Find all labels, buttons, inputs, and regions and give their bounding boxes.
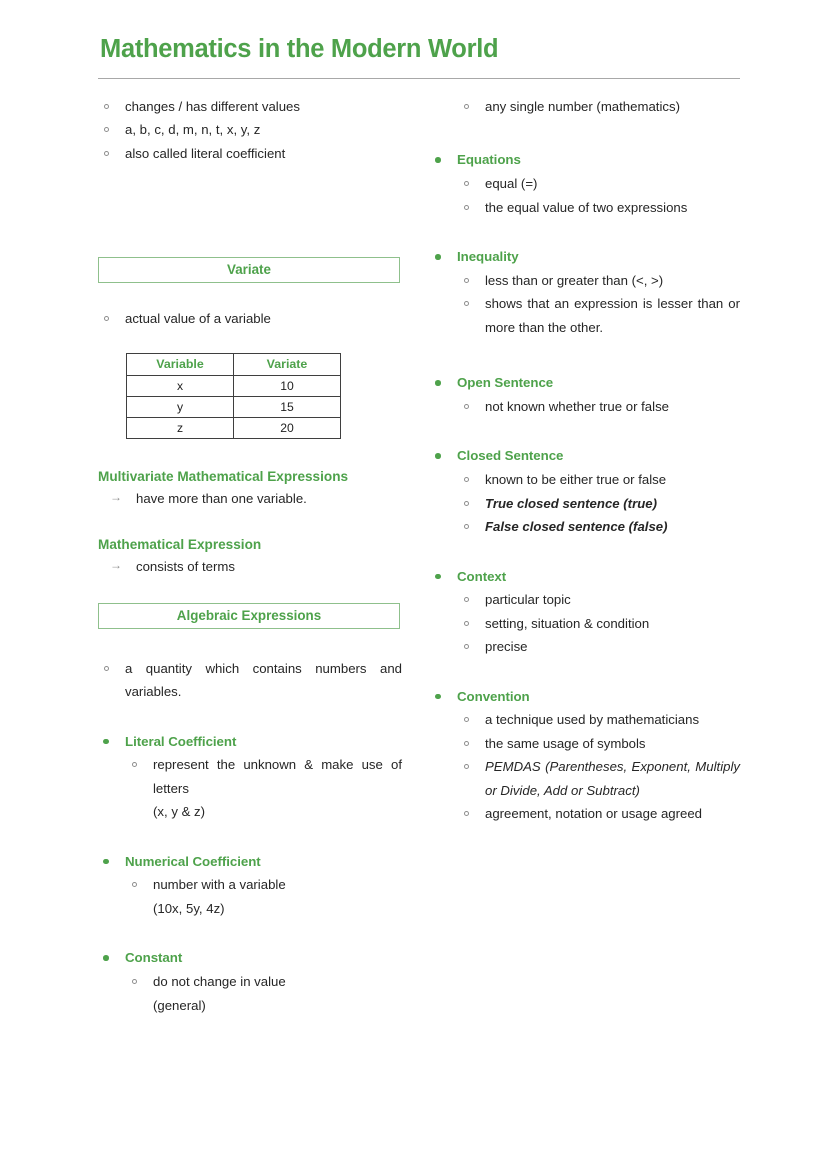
list-item-label: do not change in value	[153, 974, 286, 990]
hollow-bullet-icon	[464, 278, 469, 283]
filled-bullet-icon	[103, 955, 109, 961]
list-item	[458, 468, 740, 492]
group-heading-item	[430, 565, 740, 589]
table-row	[127, 375, 341, 396]
title-divider	[98, 78, 740, 79]
list-item	[458, 515, 740, 539]
table-header-cell: Variate	[234, 353, 341, 375]
group-heading-item	[430, 444, 740, 468]
left-column	[98, 95, 420, 1017]
list-item-label: have more than one variable.	[136, 491, 307, 507]
list-item-label: a, b, c, d, m, n, t, x, y, z	[125, 122, 261, 138]
hollow-bullet-icon	[464, 404, 469, 409]
spacer	[430, 659, 740, 683]
list-item	[458, 755, 740, 802]
spacer	[430, 539, 740, 563]
group-open-sentence-items	[430, 395, 740, 419]
group-context-items	[430, 588, 740, 659]
multivariate-heading: Multivariate Mathematical Expressions	[98, 468, 349, 484]
group-heading-label: Context	[457, 568, 507, 584]
algebraic-expressions-banner: Algebraic Expressions	[98, 603, 400, 629]
list-item	[458, 196, 740, 220]
list-item	[458, 635, 740, 659]
list-item-label: any single number (mathematics)	[485, 98, 680, 114]
list-item-label: PEMDAS (Parentheses, Exponent, Multiply or Divide, Add or Subtract)	[485, 759, 740, 798]
list-item-label: (x, y & z)	[153, 804, 206, 820]
group-numerical-coefficient-items	[98, 873, 402, 920]
filled-bullet-icon	[435, 157, 441, 163]
hollow-bullet-icon	[464, 477, 469, 482]
table-cell: y	[127, 396, 234, 417]
group-inequality-items	[430, 269, 740, 340]
filled-bullet-icon	[435, 694, 441, 700]
table-row	[127, 417, 341, 438]
hollow-bullet-icon	[464, 181, 469, 186]
table-cell: 15	[234, 396, 341, 417]
list-item	[458, 708, 740, 732]
list-item-label: agreement, notation or usage agreed	[485, 806, 703, 822]
group-open-sentence	[430, 371, 740, 395]
list-item	[458, 588, 740, 612]
spacer	[430, 339, 740, 369]
list-item-label: particular topic	[485, 592, 571, 608]
hollow-bullet-icon	[464, 205, 469, 210]
group-equations	[430, 148, 740, 172]
list-item-label: consists of terms	[136, 559, 235, 575]
variate-table	[126, 353, 341, 439]
group-heading-label: Closed Sentence	[457, 448, 564, 464]
spacer	[98, 165, 402, 257]
hollow-bullet-icon	[464, 524, 469, 529]
variate-bullet-list	[98, 307, 402, 331]
left-top-bullet-list	[98, 95, 402, 166]
group-heading-item	[430, 371, 740, 395]
list-item-label: also called literal coefficient	[125, 145, 286, 161]
hollow-bullet-icon	[132, 762, 137, 767]
list-item-label: the same usage of symbols	[485, 735, 646, 751]
list-item-label: (general)	[153, 997, 206, 1013]
list-item-label: (10x, 5y, 4z)	[153, 900, 225, 916]
list-item-label: less than or greater than (<, >)	[485, 272, 664, 288]
group-heading-label: Constant	[125, 950, 183, 966]
hollow-bullet-icon	[464, 501, 469, 506]
group-heading-label: Convention	[457, 688, 530, 704]
list-item-continuation	[126, 800, 402, 824]
table-cell: x	[127, 375, 234, 396]
list-item-label: precise	[485, 639, 528, 655]
list-item	[458, 292, 740, 339]
list-item	[98, 487, 402, 511]
hollow-bullet-icon	[104, 666, 109, 671]
list-item-label: the equal value of two expressions	[485, 199, 688, 215]
list-item-label: changes / has different values	[125, 98, 300, 114]
filled-bullet-icon	[435, 453, 441, 459]
list-item	[98, 118, 402, 142]
group-heading-label: Inequality	[457, 249, 519, 265]
hollow-bullet-icon	[464, 717, 469, 722]
group-heading-item	[430, 148, 740, 172]
hollow-bullet-icon	[132, 979, 137, 984]
group-inequality	[430, 245, 740, 269]
list-item-continuation	[126, 994, 402, 1018]
list-item-label: not known whether true or false	[485, 398, 669, 414]
hollow-bullet-icon	[104, 104, 109, 109]
table-cell: z	[127, 417, 234, 438]
variate-banner: Variate	[98, 257, 400, 283]
list-item	[98, 657, 402, 704]
spacer	[98, 439, 402, 467]
hollow-bullet-icon	[464, 644, 469, 649]
list-item-label: setting, situation & condition	[485, 615, 650, 631]
list-item-label: False closed sentence (false)	[485, 519, 668, 534]
table-header-cell: Variable	[127, 353, 234, 375]
list-item-label: represent the unknown & make use of letters	[153, 757, 402, 796]
hollow-bullet-icon	[464, 811, 469, 816]
table-cell: 10	[234, 375, 341, 396]
list-item	[98, 142, 402, 166]
hollow-bullet-icon	[104, 127, 109, 132]
list-item-continuation	[126, 897, 402, 921]
list-item	[458, 732, 740, 756]
group-heading-label: Equations	[457, 152, 521, 168]
filled-bullet-icon	[435, 254, 441, 260]
filled-bullet-icon	[103, 739, 109, 745]
table-header-row	[127, 353, 341, 375]
list-item	[98, 555, 402, 579]
filled-bullet-icon	[435, 380, 441, 386]
list-item	[458, 492, 740, 516]
two-column-body	[98, 95, 740, 1017]
filled-bullet-icon	[103, 859, 109, 865]
group-numerical-coefficient	[98, 850, 402, 874]
hollow-bullet-icon	[132, 882, 137, 887]
hollow-bullet-icon	[464, 764, 469, 769]
list-item	[458, 802, 740, 826]
spacer	[98, 704, 402, 728]
spacer	[430, 219, 740, 243]
right-top-bullet-list	[430, 95, 740, 119]
group-heading-label: Open Sentence	[457, 375, 554, 391]
list-item-label: equal (=)	[485, 176, 538, 192]
list-item-label: known to be either true or false	[485, 472, 667, 487]
mathematical-expression-list	[98, 555, 402, 579]
spacer	[98, 629, 402, 657]
list-item	[126, 753, 402, 800]
list-item	[458, 95, 740, 119]
group-convention-items	[430, 708, 740, 826]
list-item	[98, 307, 402, 331]
right-column	[420, 95, 740, 1017]
list-item	[458, 172, 740, 196]
multivariate-list	[98, 487, 402, 511]
spacer	[98, 331, 402, 353]
spacer	[98, 283, 402, 307]
list-item-label: number with a variable	[153, 877, 286, 893]
group-equations-items	[430, 172, 740, 219]
list-item	[458, 269, 740, 293]
hollow-bullet-icon	[464, 597, 469, 602]
spacer	[430, 118, 740, 146]
spacer	[98, 511, 402, 535]
arrow-icon: →	[110, 558, 122, 573]
table-cell: 20	[234, 417, 341, 438]
hollow-bullet-icon	[464, 621, 469, 626]
list-item-label: actual value of a variable	[125, 311, 271, 327]
group-heading-item	[98, 850, 402, 874]
spacer	[98, 920, 402, 944]
group-closed-sentence	[430, 444, 740, 468]
hollow-bullet-icon	[464, 301, 469, 306]
group-heading-label: Numerical Coefficient	[125, 853, 261, 869]
table-row	[127, 396, 341, 417]
spacer	[98, 824, 402, 848]
hollow-bullet-icon	[464, 104, 469, 109]
page-title: Mathematics in the Modern World	[100, 35, 499, 63]
spacer	[430, 418, 740, 442]
algebraic-definition-list	[98, 657, 402, 704]
hollow-bullet-icon	[104, 151, 109, 156]
list-item-label: a quantity which contains numbers and variables.	[125, 660, 402, 700]
group-closed-sentence-items	[430, 468, 740, 539]
spacer	[98, 579, 402, 603]
list-item	[126, 970, 402, 994]
list-item	[98, 95, 402, 119]
filled-bullet-icon	[435, 574, 441, 580]
arrow-icon: →	[110, 490, 122, 505]
group-convention	[430, 685, 740, 709]
list-item	[126, 873, 402, 897]
group-context	[430, 565, 740, 589]
mathematical-expression-heading: Mathematical Expression	[98, 536, 262, 552]
list-item-label: True closed sentence (true)	[485, 495, 657, 511]
hollow-bullet-icon	[464, 741, 469, 746]
group-literal-coefficient	[98, 730, 402, 754]
group-constant-items	[98, 970, 402, 1017]
list-item	[458, 612, 740, 636]
group-heading-item	[430, 245, 740, 269]
group-literal-coefficient-items	[98, 753, 402, 824]
list-item-label: shows that an expression is lesser than or more than the other.	[485, 296, 740, 335]
group-heading-item	[98, 946, 402, 970]
list-item-label: a technique used by mathematicians	[485, 712, 700, 728]
hollow-bullet-icon	[104, 316, 109, 321]
group-heading-item	[98, 730, 402, 754]
list-item	[458, 395, 740, 419]
group-constant	[98, 946, 402, 970]
group-heading-item	[430, 685, 740, 709]
group-heading-label: Literal Coefficient	[125, 733, 237, 749]
